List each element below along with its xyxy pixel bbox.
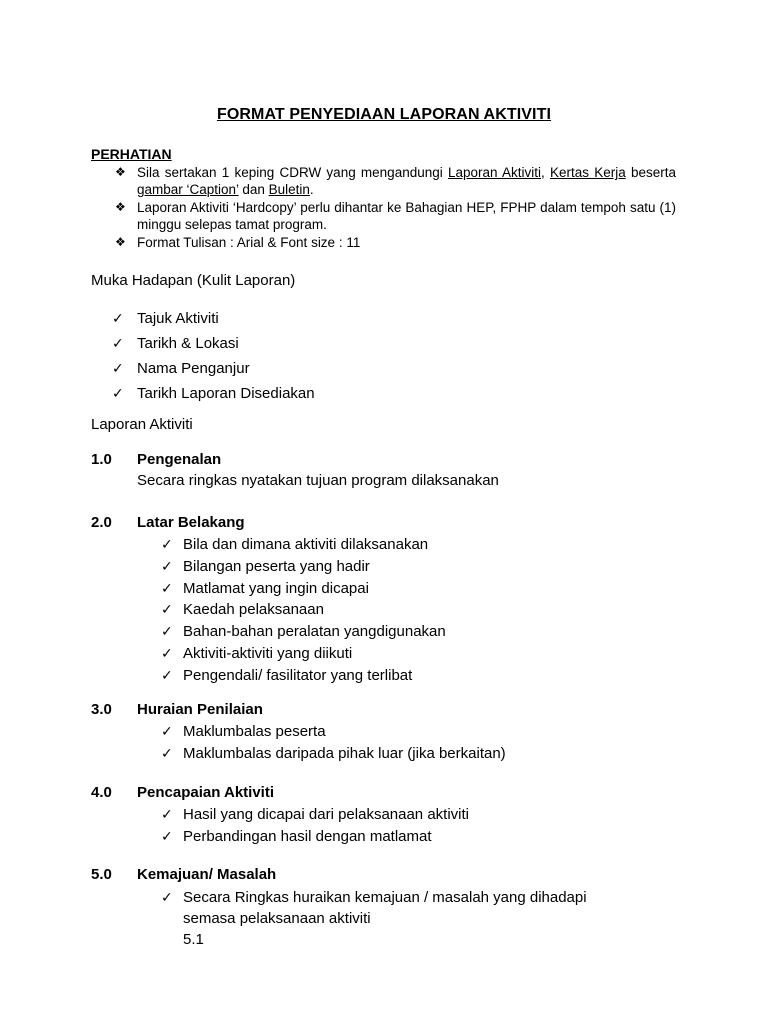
list-item: ✓ Tajuk Aktiviti bbox=[112, 306, 315, 331]
link-laporan-aktiviti: Laporan Aktiviti bbox=[447, 165, 541, 180]
check-icon: ✓ bbox=[112, 360, 124, 376]
link-buletin: Buletin bbox=[268, 182, 310, 197]
perhatian-label: PERHATIAN bbox=[91, 146, 172, 162]
note-item-3: ❖ Format Tulisan : Arial & Font size : 11 bbox=[115, 235, 361, 250]
check-icon: ✓ bbox=[161, 744, 173, 761]
list-item: ✓ Maklumbalas peserta bbox=[161, 723, 326, 740]
section-5-heading: 5.0 Kemajuan/ Masalah bbox=[91, 866, 277, 883]
cover-heading: Muka Hadapan (Kulit Laporan) bbox=[91, 272, 296, 289]
check-icon: ✓ bbox=[161, 644, 173, 661]
section-2-heading: 2.0 Latar Belakang bbox=[91, 514, 245, 531]
link-kertas-kerja: Kertas Kerja bbox=[549, 165, 626, 180]
subsection-number: 5.1 bbox=[183, 931, 204, 948]
diamond-bullet-icon: ❖ bbox=[115, 235, 126, 249]
check-icon: ✓ bbox=[161, 557, 173, 574]
list-item: ✓ Nama Penganjur bbox=[112, 356, 315, 381]
section-2-list bbox=[161, 534, 446, 687]
link-gambar-caption: gambar ‘Caption’ bbox=[137, 182, 239, 197]
note-item-2: ❖ Laporan Aktiviti ‘Hardcopy’ perlu dihantar ke Bahagian HEP, FPHP dalam tempoh satu (1) minggu selepas tamat program. bbox=[115, 200, 676, 232]
section-1-text: Secara ringkas nyatakan tujuan program dilaksanakan bbox=[137, 472, 499, 489]
check-icon: ✓ bbox=[161, 806, 173, 822]
section-5-item bbox=[161, 887, 587, 950]
check-icon: ✓ bbox=[161, 827, 173, 844]
check-icon: ✓ bbox=[161, 889, 173, 905]
list-item: ✓ Kaedah pelaksanaan bbox=[161, 601, 324, 619]
section-1-heading: 1.0 Pengenalan bbox=[91, 451, 222, 468]
list-item: ✓ Bilangan peserta yang hadir bbox=[161, 557, 370, 575]
section-3-list bbox=[161, 721, 506, 765]
list-item: ✓ Aktiviti-aktiviti yang diikuti bbox=[161, 644, 353, 662]
section-3-heading: 3.0 Huraian Penilaian bbox=[91, 701, 263, 718]
check-icon: ✓ bbox=[161, 666, 173, 683]
diamond-bullet-icon: ❖ bbox=[115, 200, 126, 214]
perhatian-notes bbox=[115, 164, 676, 252]
report-heading: Laporan Aktiviti bbox=[91, 416, 193, 433]
check-icon: ✓ bbox=[112, 385, 124, 401]
list-item: ✓ Matlamat yang ingin dicapai bbox=[161, 579, 369, 597]
list-item-continuation: semasa pelaksanaan aktiviti bbox=[183, 910, 371, 927]
check-icon: ✓ bbox=[112, 335, 124, 351]
list-item: ✓ Tarikh Laporan Disediakan bbox=[112, 381, 315, 406]
list-item: ✓ Secara Ringkas huraikan kemajuan / masalah yang dihadapi bbox=[161, 889, 587, 906]
list-item: ✓ Bila dan dimana aktiviti dilaksanakan bbox=[161, 536, 429, 553]
check-icon: ✓ bbox=[161, 723, 173, 739]
diamond-bullet-icon: ❖ bbox=[115, 165, 126, 179]
list-item: ✓ Tarikh & Lokasi bbox=[112, 331, 315, 356]
check-icon: ✓ bbox=[161, 623, 173, 640]
list-item: ✓ Hasil yang dicapai dari pelaksanaan aktiviti bbox=[161, 806, 469, 823]
check-icon: ✓ bbox=[112, 310, 124, 326]
cover-list bbox=[112, 306, 315, 406]
check-icon: ✓ bbox=[161, 536, 173, 552]
check-icon: ✓ bbox=[161, 579, 173, 596]
list-item: ✓ Bahan-bahan peralatan yangdigunakan bbox=[161, 623, 446, 641]
note-item-1: ❖ Sila sertakan 1 keping CDRW yang mengandungi Laporan Aktiviti, Kertas Kerja beserta gambar ‘Caption’ dan Buletin. bbox=[115, 165, 676, 197]
list-item: ✓ Maklumbalas daripada pihak luar (jika berkaitan) bbox=[161, 744, 506, 762]
list-item: ✓ Perbandingan hasil dengan matlamat bbox=[161, 827, 432, 845]
list-item: ✓ Pengendali/ fasilitator yang terlibat bbox=[161, 666, 413, 684]
section-4-list bbox=[161, 804, 469, 848]
check-icon: ✓ bbox=[161, 601, 173, 618]
section-4-heading: 4.0 Pencapaian Aktiviti bbox=[91, 784, 274, 801]
document-title: FORMAT PENYEDIAAN LAPORAN AKTIVITI bbox=[216, 106, 552, 123]
